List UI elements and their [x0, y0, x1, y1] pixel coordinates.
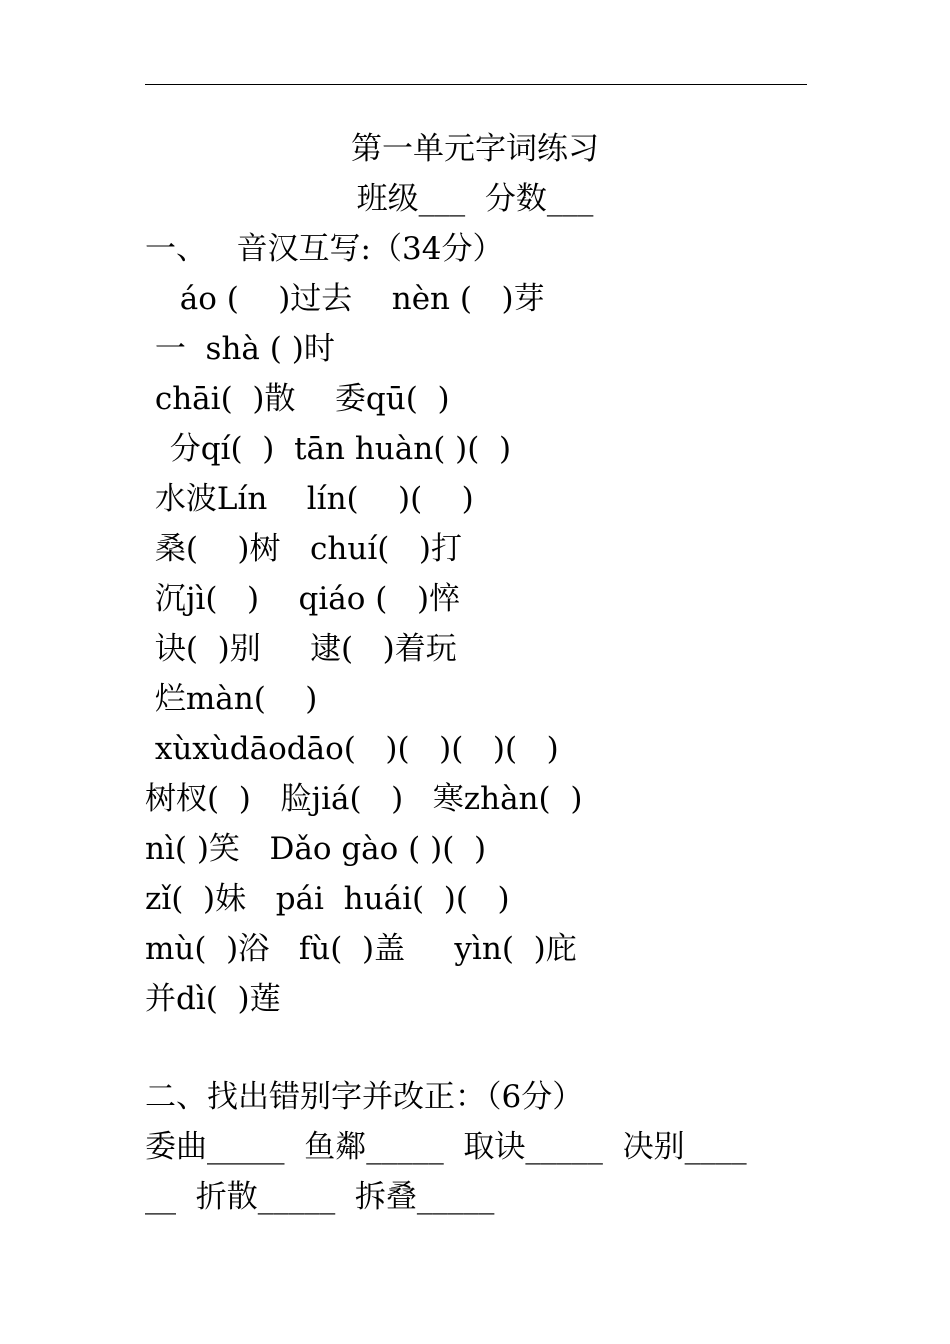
exercise-line: 一 shà ( )时 [145, 331, 335, 367]
exercise-line: áo ( )过去 nèn ( )芽 [160, 281, 545, 317]
exercise-line: chāi( )散 委qū( ) [145, 381, 450, 417]
exercise-line: zǐ( )妹 pái huái( )( ) [145, 881, 510, 917]
correction-line: __ 折散_____ 拆叠_____ [145, 1179, 495, 1215]
exercise-line: xùxùdāodāo( )( )( )( ) [145, 731, 559, 767]
section2-heading: 二、找出错别字并改正：（6分） [145, 1079, 584, 1115]
exercise-line: 分qí( ) tān huàn( )( ) [150, 431, 512, 467]
class-score-line: 班级___ 分数___ [356, 181, 594, 217]
exercise-line: 桑( )树 chuí( )打 [145, 531, 462, 567]
exercise-line: 并dì( )莲 [145, 981, 281, 1017]
section1-heading: 一、 音汉互写:（34分） [145, 231, 504, 267]
exercise-line: 水波Lín lín( )( ) [145, 481, 474, 517]
page-title: 第一单元字词练习 [351, 131, 599, 167]
exercise-line: mù( )浴 fù( )盖 yìn( )庇 [145, 931, 577, 967]
exercise-line: 沉jì( ) qiáo ( )悴 [145, 581, 461, 617]
correction-line: 委曲_____ 鱼鄰_____ 取诀_____ 决别____ [145, 1129, 747, 1165]
exercise-line: nì( )笑 Dǎo gào ( )( ) [145, 831, 487, 867]
exercise-line: 诀( )别 逮( )着玩 [145, 631, 457, 667]
exercise-line: 烂màn( ) [145, 681, 318, 717]
exercise-line: 树杈( ) 脸jiá( ) 寒zhàn( ) [145, 781, 583, 817]
header-rule [145, 84, 807, 85]
